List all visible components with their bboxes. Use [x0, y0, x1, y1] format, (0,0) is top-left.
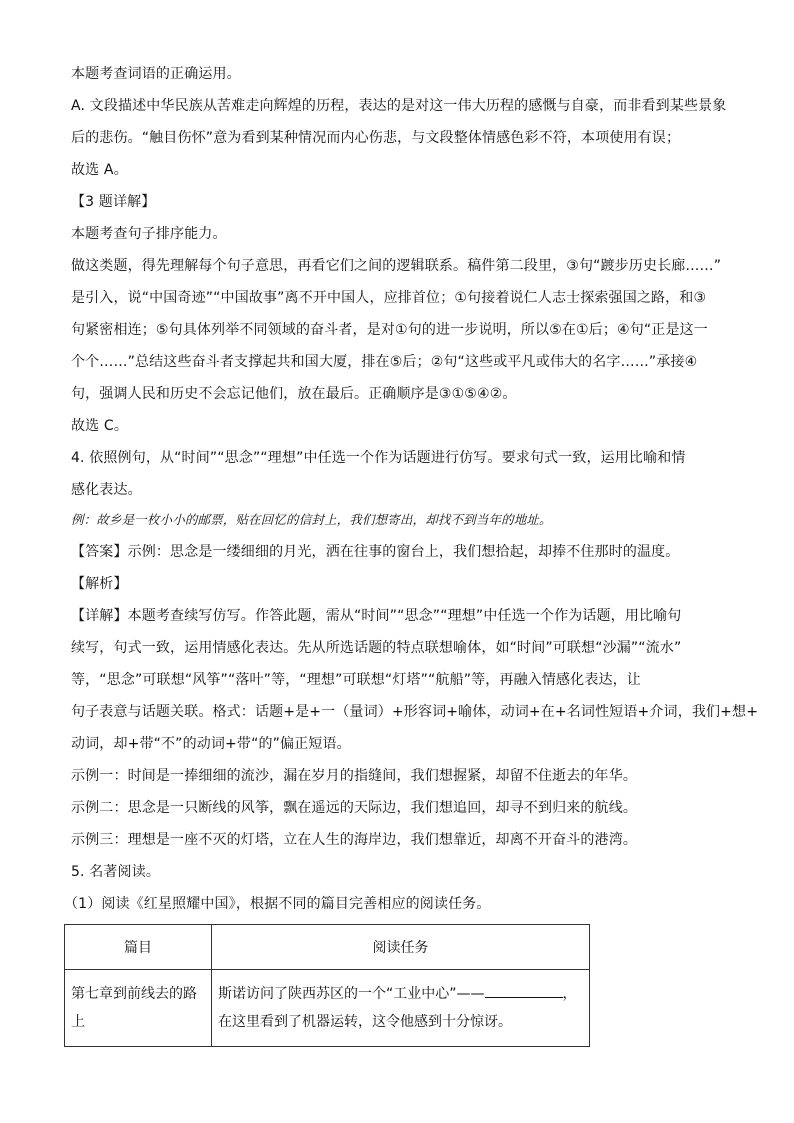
paragraph: 动词，却+带“不”的动词+带“的”偏正短语。 — [71, 736, 351, 752]
paragraph: 续写，句式一致，运用情感化表达。先从所选话题的特点联想喻体，如“时间”可联想“沙漏”“流水” — [71, 640, 682, 656]
paragraph: 句，强调人民和历史不会忘记他们，放在最后。正确顺序是③①⑤④②。 — [71, 386, 517, 402]
question-5: 5. 名著阅读。 — [71, 864, 161, 880]
table-row — [65, 970, 590, 1047]
example-two: 示例二：思念是一只断线的风筝，飘在遥远的天际边，我们想追回，却寻不到归来的航线。 — [71, 800, 637, 816]
answer-blank[interactable] — [485, 983, 563, 998]
paragraph: 个个……”总结这些奋斗者支撑起共和国大厦，排在⑤后；②句“这些或平凡或伟大的名字……”承接④ — [71, 354, 698, 370]
example-one: 示例一：时间是一捧细细的流沙，漏在岁月的指缝间，我们想握紧，却留不住逝去的年华。 — [71, 768, 637, 784]
task-cell — [212, 970, 590, 1047]
task-text: 在这里看到了机器运转，这令他感到十分惊讶。 — [218, 1014, 512, 1030]
example-three: 示例三：理想是一座不灭的灯塔，立在人生的海岸边，我们想靠近，却离不开奋斗的港湾。 — [71, 832, 637, 848]
example-sentence: 例：故乡是一枚小小的邮票，贴在回忆的信封上，我们想寄出，却找不到当年的地址。 — [71, 512, 552, 527]
sub-question-1: （1）阅读《红星照耀中国》，根据不同的篇目完善相应的阅读任务。 — [64, 896, 491, 912]
paragraph: 【详解】本题考查续写仿写。作答此题，需从“时间”“思念”“理想”中任选一个作为话题，用比喻句 — [71, 608, 682, 624]
paragraph: 做这类题，得先理解每个句子意思，再看它们之间的逻辑联系。稿件第二段里，③句“踱步历史长廊……” — [71, 258, 722, 274]
chapter-cell: 第七章到前线去的路上 — [65, 970, 212, 1047]
paragraph: 感化表达。 — [71, 482, 142, 498]
paragraph: 故选 C。 — [71, 418, 128, 434]
answer: 【答案】示例：思念是一缕细细的月光，洒在往事的窗台上，我们想拾起，却捧不住那时的温度。 — [71, 544, 680, 560]
paragraph: 本题考查词语的正确运用。 — [71, 66, 241, 82]
paragraph: 等，“思念”可联想“风筝”“落叶”等，“理想”可联想“灯塔”“航船”等，再融入情感化表达，让 — [71, 672, 641, 688]
question-4: 4. 依照例句，从“时间”“思念”“理想”中任选一个作为话题进行仿写。要求句式一致，运用比喻和情 — [71, 450, 686, 466]
paragraph: A. 文段描述中华民族从苦难走向辉煌的历程，表达的是对这一伟大历程的感慨与自豪，而非看到某些景象 — [71, 98, 727, 114]
table-header: 阅读任务 — [212, 925, 590, 970]
paragraph: 本题考查句子排序能力。 — [71, 226, 227, 242]
table-header-row — [65, 925, 590, 970]
task-text: 斯诺访问了陕西苏区的一个“工业中心”—— — [218, 986, 485, 1002]
analysis-heading: 【解析】 — [71, 576, 128, 592]
paragraph: 句子表意与话题关联。格式：话题+是+一（量词）+形容词+喻体，动词+在+名词性短语+介词，我们+想+ — [71, 704, 759, 720]
task-text: ， — [562, 986, 577, 1002]
section-heading: 【3 题详解】 — [71, 194, 156, 210]
paragraph: 句紧密相连；⑤句具体列举不同领域的奋斗者，是对①句的进一步说明，所以⑤在①后；④句“正是这一 — [71, 322, 708, 338]
paragraph: 故选 A。 — [71, 162, 128, 178]
paragraph: 是引入，说“中国奇迹”“中国故事”离不开中国人，应排首位；①句接着说仁人志士探索强国之路，和③ — [71, 290, 707, 306]
reading-task-table — [64, 924, 590, 1047]
table-header: 篇目 — [65, 925, 212, 970]
paragraph: 后的悲伤。“触目伤怀”意为看到某种情况而内心伤悲，与文段整体情感色彩不符，本项使用有误； — [71, 130, 681, 146]
